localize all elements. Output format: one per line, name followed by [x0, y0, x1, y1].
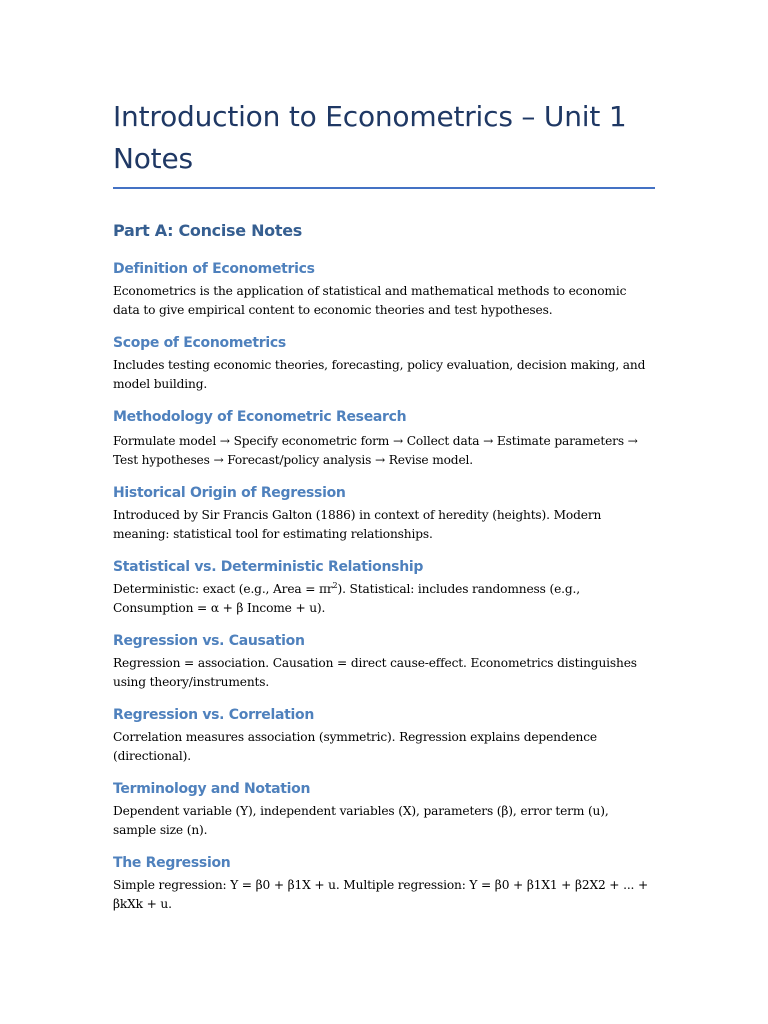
section-body: Dependent variable (Y), independent variables (X), parameters (β), error term (u), sample size (n).	[113, 804, 609, 837]
section-statistical-vs-deterministic	[113, 558, 655, 618]
section-body: Correlation measures association (symmetric). Regression explains dependence (directional).	[113, 730, 597, 763]
section-heading: Scope of Econometrics	[113, 335, 286, 351]
section-body	[113, 580, 655, 618]
section-the-regression	[113, 854, 655, 914]
section-definition	[113, 260, 655, 320]
section-heading: Regression vs. Correlation	[113, 707, 314, 723]
section-body: Econometrics is the application of statistical and mathematical methods to economic data to give empirical content to economic theories and test hypotheses.	[113, 284, 627, 317]
section-regression-vs-correlation	[113, 706, 655, 766]
title-divider	[113, 187, 655, 189]
section-body: Simple regression: Y = β0 + β1X + u. Multiple regression: Y = β0 + β1X1 + β2X2 + ... + βkXk + u.	[113, 878, 649, 911]
section-body: Regression = association. Causation = direct cause-effect. Econometrics distinguishes using theory/instruments.	[113, 656, 637, 689]
superscript: 2	[332, 580, 338, 590]
part-heading: Part A: Concise Notes	[113, 221, 302, 240]
section-heading: Historical Origin of Regression	[113, 485, 346, 501]
document-title: Introduction to Econometrics – Unit 1 Notes	[113, 100, 627, 175]
section-historical-origin	[113, 484, 655, 544]
document-page	[113, 96, 655, 914]
section-body: Includes testing economic theories, forecasting, policy evaluation, decision making, and model building.	[113, 358, 646, 391]
section-heading: Methodology of Econometric Research	[113, 409, 407, 425]
section-heading: Regression vs. Causation	[113, 633, 305, 649]
section-body: Introduced by Sir Francis Galton (1886) in context of heredity (heights). Modern meaning: statistical tool for estimating relationships.	[113, 508, 602, 541]
section-heading: The Regression	[113, 855, 231, 871]
section-body-text-part: Deterministic: exact (e.g., Area = πr	[113, 582, 333, 596]
section-methodology	[113, 408, 655, 470]
section-heading: Terminology and Notation	[113, 781, 311, 797]
section-regression-vs-causation	[113, 632, 655, 692]
section-scope	[113, 334, 655, 394]
section-heading: Definition of Econometrics	[113, 261, 315, 277]
section-terminology	[113, 780, 655, 840]
section-body-text-part: ). Statistical: includes randomness (e.g., Consumption = α + β Income + u).	[113, 582, 580, 615]
section-heading: Statistical vs. Deterministic Relationship	[113, 559, 424, 575]
section-body: Formulate model → Specify econometric form → Collect data → Estimate parameters → Test hypotheses → Forecast/policy analysis → Revise model.	[113, 434, 638, 467]
